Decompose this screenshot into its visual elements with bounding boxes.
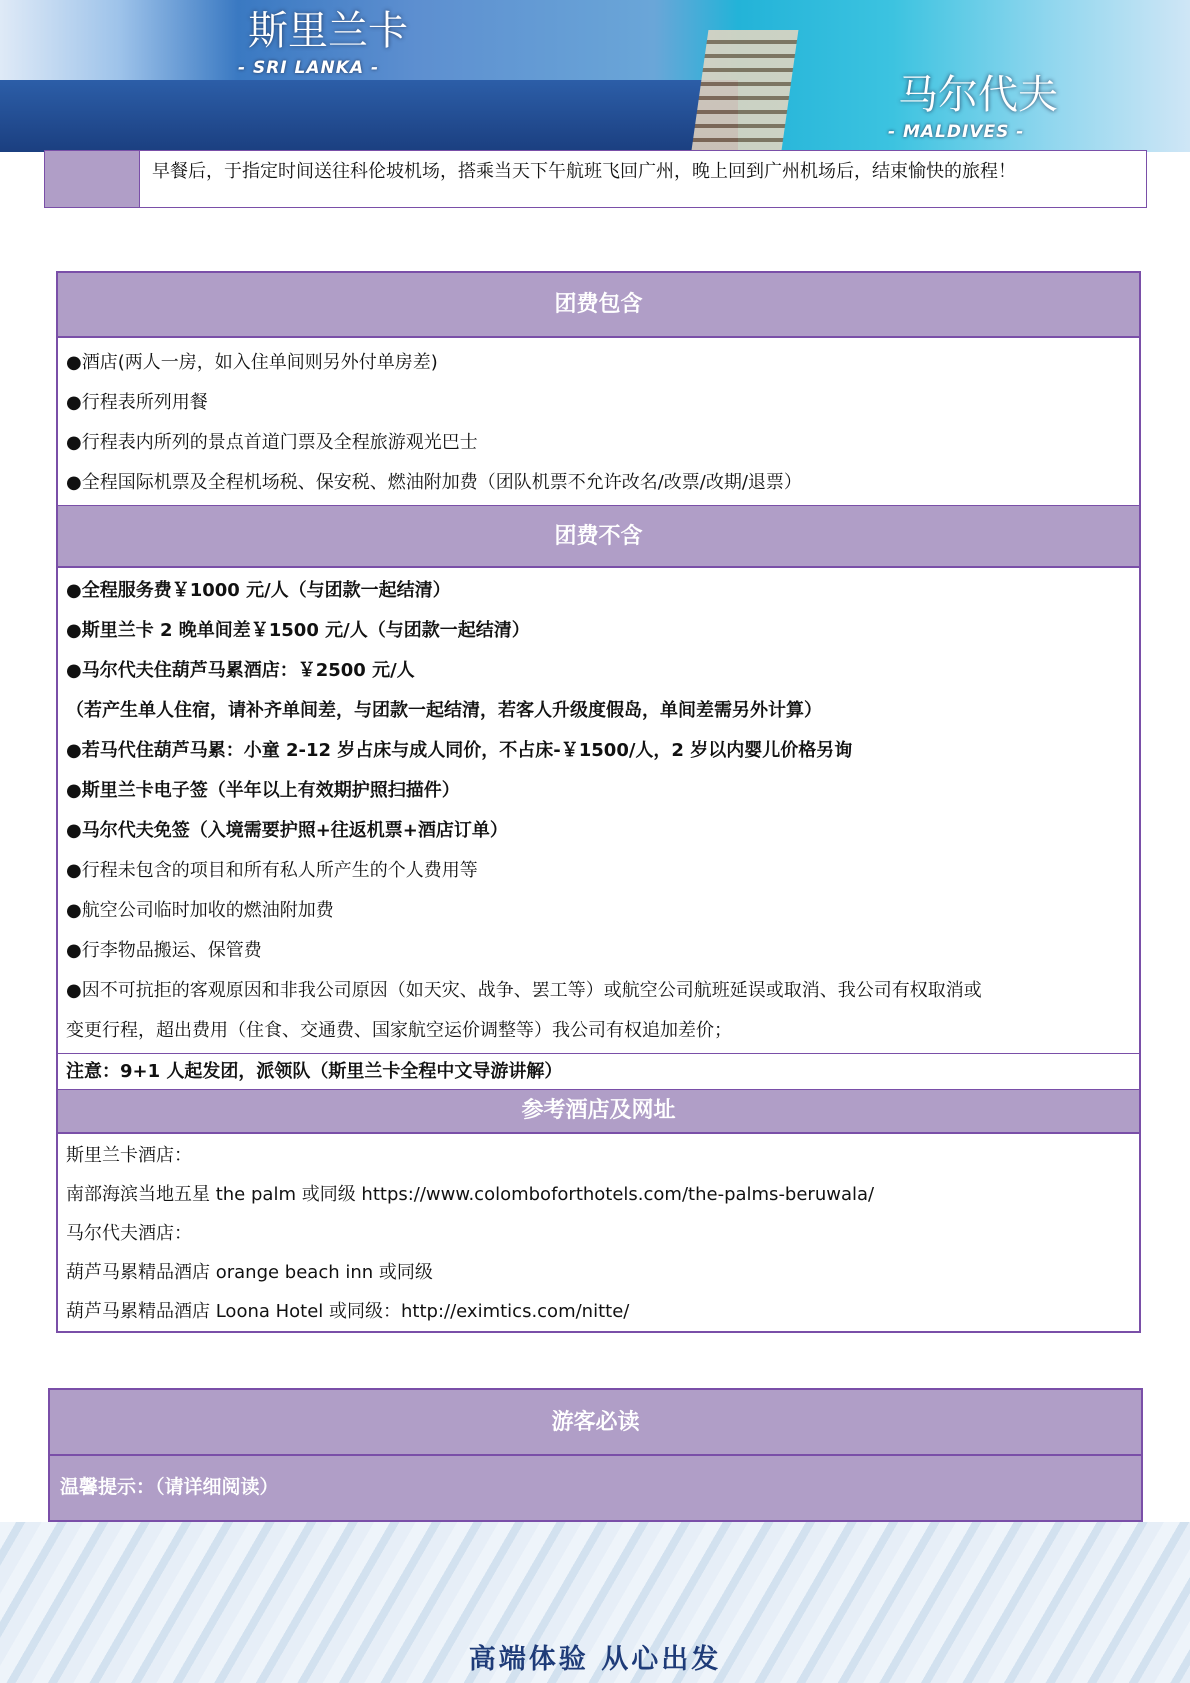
list-item: ●马尔代夫住葫芦马累酒店：￥2500 元/人: [66, 660, 415, 681]
hotels-header: 参考酒店及网址: [58, 1089, 1139, 1134]
hotels-list: [58, 1134, 1139, 1331]
water-villas-image: [692, 30, 799, 150]
list-item: ●若马代住葫芦马累：小童 2-12 岁占床与成人同价，不占床-￥1500/人，2 岁以内婴儿价格另询: [66, 740, 853, 761]
included-list: [58, 338, 1139, 505]
excluded-list: [58, 568, 1139, 1053]
day-label-cell: [45, 151, 140, 207]
list-item: ●马尔代夫免签（入境需要护照+往返机票+酒店订单）: [66, 820, 508, 841]
list-item: 马尔代夫酒店：: [66, 1223, 192, 1244]
list-item: 葫芦马累精品酒店 Loona Hotel 或同级：http://eximtics.com/nitte/: [66, 1301, 630, 1322]
list-item: ●行程未包含的项目和所有私人所产生的个人费用等: [66, 860, 478, 881]
list-item: ●行李物品搬运、保管费: [66, 940, 262, 961]
list-item: ●斯里兰卡 2 晚单间差￥1500 元/人（与团款一起结清）: [66, 620, 530, 641]
notice-box: [48, 1388, 1143, 1522]
group-note: 注意：9+1 人起发团，派领队（斯里兰卡全程中文导游讲解）: [58, 1053, 1139, 1089]
list-item: ●因不可抗拒的客观原因和非我公司原因（如天灾、战争、罢工等）或航空公司航班延误或取消、我公司有权取消或: [66, 980, 982, 1001]
sea-image: [0, 80, 738, 152]
fee-table: [56, 271, 1141, 1333]
list-item: ●全程国际机票及全程机场税、保安税、燃油附加费（团队机票不允许改名/改票/改期/退票）: [66, 472, 802, 493]
excluded-header: 团费不含: [58, 505, 1139, 568]
footer-slogan: 高端体验 从心出发: [468, 1644, 722, 1675]
list-item: 葫芦马累精品酒店 orange beach inn 或同级: [66, 1262, 433, 1283]
list-item: ●航空公司临时加收的燃油附加费: [66, 900, 334, 921]
notice-header: 游客必读: [50, 1390, 1141, 1456]
list-item: （若产生单人住宿，请补齐单间差，与团款一起结清，若客人升级度假岛，单间差需另外计算）: [66, 700, 822, 721]
sri-lanka-title: 斯里兰卡: [248, 8, 408, 54]
header-banner: [0, 0, 1190, 152]
list-item: 变更行程，超出费用（住食、交通费、国家航空运价调整等）我公司有权追加差价；: [66, 1020, 732, 1041]
list-item: 斯里兰卡酒店：: [66, 1145, 192, 1166]
list-item: ●行程表所列用餐: [66, 392, 208, 413]
sri-lanka-subtitle: - SRI LANKA -: [238, 58, 380, 78]
itinerary-day-row: [44, 150, 1147, 208]
included-header: 团费包含: [58, 272, 1139, 338]
day-description: 早餐后，于指定时间送往科伦坡机场，搭乘当天下午航班飞回广州，晚上回到广州机场后，结束愉快的旅程！: [152, 161, 1016, 182]
maldives-subtitle: - MALDIVES -: [888, 122, 1025, 142]
list-item: ●酒店(两人一房，如入住单间则另外付单房差): [66, 352, 438, 373]
list-item: ●行程表内所列的景点首道门票及全程旅游观光巴士: [66, 432, 478, 453]
notice-tip: 温馨提示：（请详细阅读）: [60, 1476, 279, 1498]
list-item: ●斯里兰卡电子签（半年以上有效期护照扫描件）: [66, 780, 460, 801]
list-item: ●全程服务费￥1000 元/人（与团款一起结清）: [66, 580, 451, 601]
maldives-title: 马尔代夫: [898, 72, 1058, 118]
list-item: 南部海滨当地五星 the palm 或同级 https://www.colomboforthotels.com/the-palms-beruwala/: [66, 1184, 875, 1205]
